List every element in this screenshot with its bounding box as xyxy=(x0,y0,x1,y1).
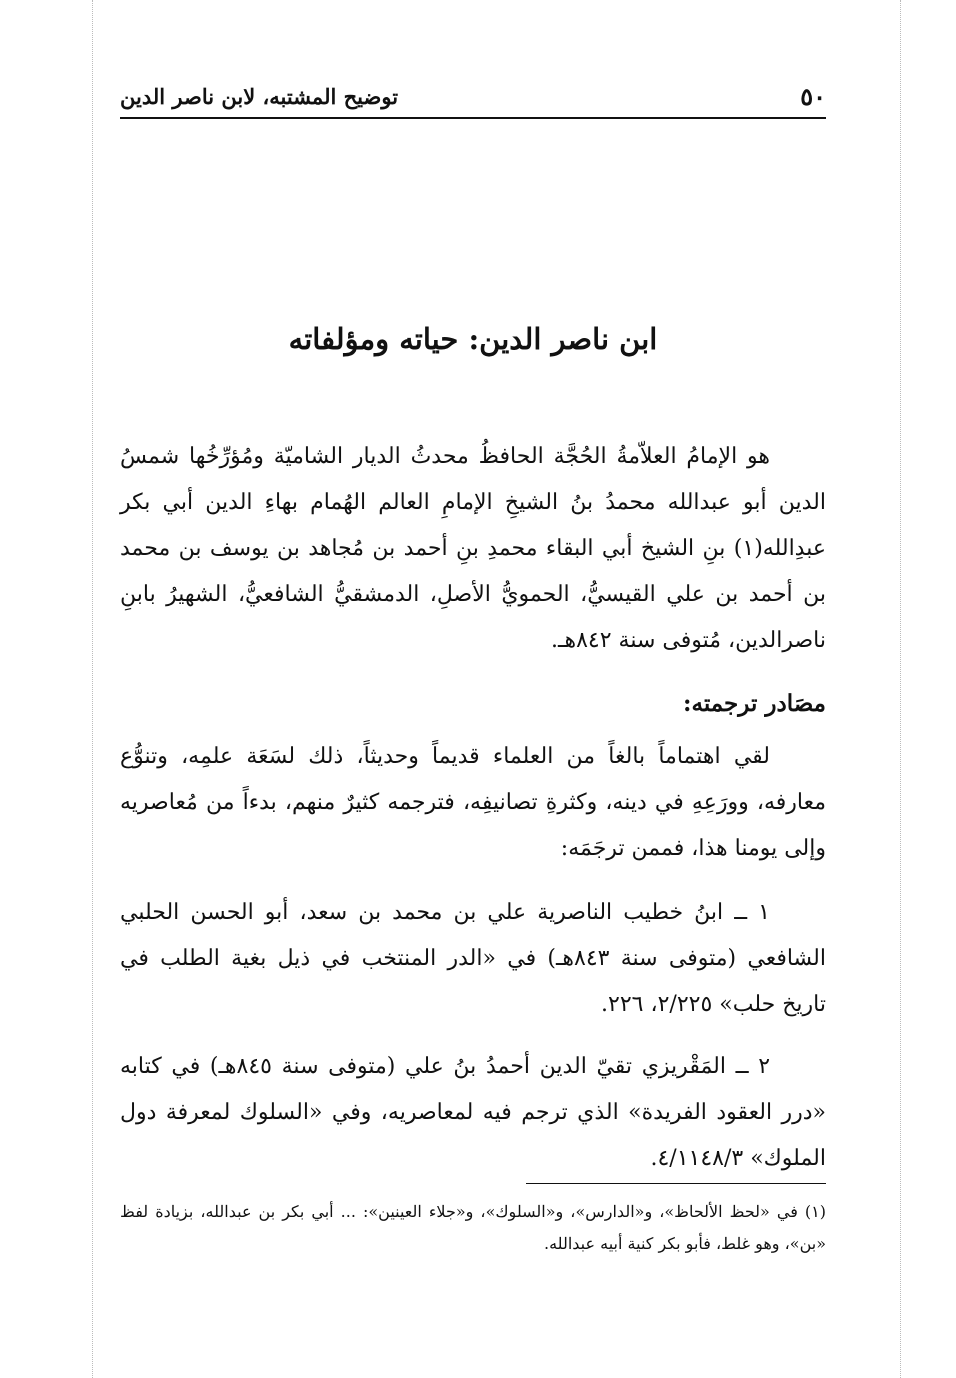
section-paragraph: لقي اهتماماً بالغاً من العلماء قديماً وحديثاً، ذلك لسَعَة علمِه، وتنوُّع معارفه، وورَعِهِ في دينه، وكثرةِ تصانيفِه، فترجمه كثيرٌ منهم، بدءاً من مُعاصريه وإلى يومنا هذا، فممن ترجَمَه: xyxy=(120,744,826,861)
footnote-rule xyxy=(526,1183,826,1184)
source-item-1: ١ ــ ابنُ خطيب الناصرية علي بن محمد بن سعد، أبو الحسن الحلبي الشافعي (متوفى سنة ٨٤٣هـ) في «الدر المنتخب في ذيل بغية الطلب في تاريخ حلب» ٢/٢٢٥، ٢٢٦. xyxy=(120,900,826,1017)
section-heading: مصَادر ترجمته: xyxy=(683,690,826,717)
margin-guide xyxy=(92,0,93,1378)
page-number: ٥٠ xyxy=(800,81,826,111)
footnote: (١) في «لحظ الألحاظ»، و«الدارس»، و«السلوك»، و«جلاء العينين»: ... أبي بكر بن عبدالله، بزيادة لفظ «بن»، وهو غلط، فأبو بكر كنية أبيه عبدالله. xyxy=(120,1202,826,1253)
chapter-title: ابن ناصر الدين: حياته ومؤلفاته xyxy=(288,322,658,356)
intro-paragraph: هو الإمامُ العلاّمةُ الحُجَّة الحافظُ محدثُ الديار الشاميّة ومُؤرِّخُها شمسُ الدين أبو عبدالله محمدُ بنُ الشيخِ الإمامِ العالم الهُمام بهاءِ الدين أبي بكر عبدِالله(١) بنِ الشيخ أبي البقاء محمدِ بنِ أحمد بن مُجاهد بن يوسف بن محمد بن أحمد بن علي القيسيُّ، الحمويُّ الأصلِ، الدمشقيُّ الشافعيُّ، الشهيرُ بابنِ ناصرالدين، مُتوفى سنة ٨٤٢هـ. xyxy=(120,444,826,653)
running-header xyxy=(120,80,826,112)
margin-guide xyxy=(900,0,901,1378)
source-item-2: ٢ ــ المَقْريزي تقيّ الدين أحمدُ بنُ علي (متوفى سنة ٨٤٥هـ) في كتابه «درر العقود الفريدة» الذي ترجم فيه لمعاصريه، وفي «السلوك لمعرفة دول الملوك» ٤/١١٤٨/٣. xyxy=(120,1054,826,1171)
header-rule xyxy=(120,117,826,119)
running-title: توضيح المشتبه، لابن ناصر الدين xyxy=(120,83,399,109)
